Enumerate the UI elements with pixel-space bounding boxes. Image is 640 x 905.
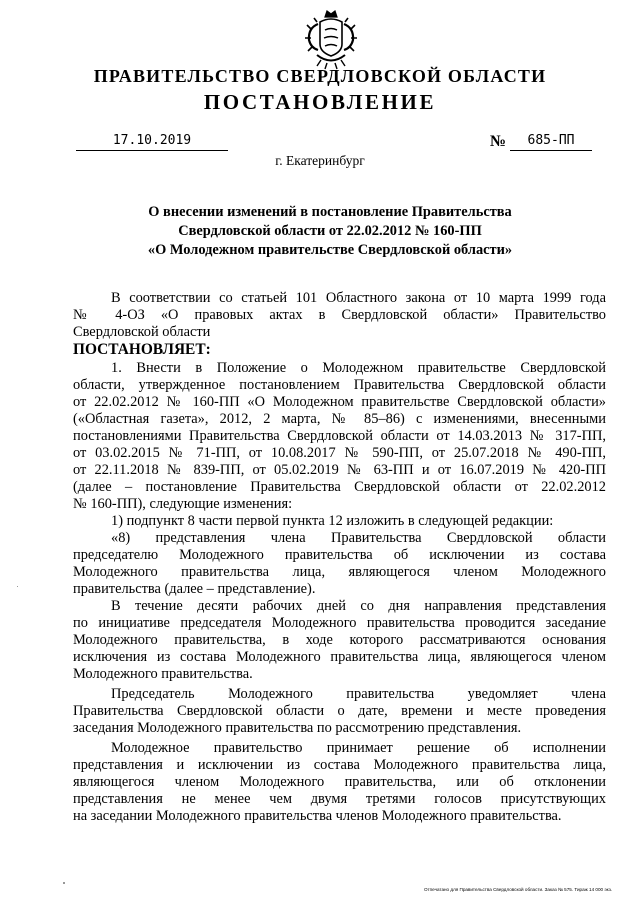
subject-line: «О Молодежном правительстве Свердловской области» [147,242,513,258]
body-line: № 160-ПП), следующие изменения: [73,496,293,512]
body-line: «8) представления члена Правительства Свердловской области [111,530,606,546]
subject-line: О внесении изменений в постановление Правительства [148,204,512,220]
body-line: правительства (далее – представление). [73,581,316,597]
number-sign: № [490,133,507,150]
body-line: В соответствии со статьей 101 Областного закона от 10 марта 1999 года [111,290,606,306]
body-line: исключения из состава Молодежного правительства лица, являющегося членом [73,649,606,665]
body-line: являющегося членом Молодежного правительства, или об отклонении [73,774,606,790]
body-line: Председатель Молодежного правительства уведомляет члена [111,686,606,702]
body-line: заседания Молодежного правительства по рассмотрению представления. [73,720,522,736]
body-line: представления и исключении из состава Молодежного правительства лица, [73,757,606,773]
scan-speck [63,882,65,884]
body-line: Молодежного правительства. [73,666,253,682]
body-line: («Областная газета», 2012, 2 марта, № 85–86) с изменениями, внесенными [73,411,606,427]
document-date: 17.10.2019 [76,131,228,151]
document-number: 685-ПП [510,131,592,151]
city-name: г. Екатеринбург [275,153,365,168]
government-name: ПРАВИТЕЛЬСТВО СВЕРДЛОВСКОЙ ОБЛАСТИ [93,66,547,86]
document-kind-title: ПОСТАНОВЛЕНИЕ [203,90,437,114]
body-line: В течение десяти рабочих дней со дня направления представления [111,598,606,614]
body-line: Правительства Свердловской области о дате, времени и месте проведения [73,703,606,719]
body-line: на заседании Молодежного правительства членов Молодежного правительства. [73,808,562,824]
sverdlovsk-coat-of-arms-icon [303,8,359,70]
body-line: по инициативе председателя Молодежного правительства проводится заседание [73,615,606,631]
body-line: Молодежное правительство принимает решение об исполнении [111,740,606,756]
body-line: № 4-ОЗ «О правовых актах в Свердловской области» Правительство [73,307,606,323]
body-line: 1. Внести в Положение о Молодежном правительстве Свердловской [111,360,606,376]
resolution-word: ПОСТАНОВЛЯЕТ: [73,341,211,358]
body-line: Молодежного правительства, в ходе которого рассматриваются основания [73,632,606,648]
body-line: от 22.02.2012 № 160-ПП «О Молодежном правительстве Свердловской области» [73,394,606,410]
body-line: постановлениями Правительства Свердловской области от 14.03.2013 № 317-ПП, [73,428,606,444]
document-subject [70,203,590,260]
body-line: (далее – постановление Правительства Свердловской области от 22.02.2012 [73,479,606,495]
scan-speck [17,586,18,587]
body-line: 1) подпункт 8 части первой пункта 12 изложить в следующей редакции: [111,513,554,529]
body-line: Свердловской области [73,324,211,340]
body-line: председателю Молодежного правительства об исключении из состава [73,547,606,563]
body-line: области, утвержденное постановлением Правительства Свердловской области [73,377,606,393]
print-run-note: Отпечатано для Правительства Свердловской области. Заказ № 575. Тираж 14 000 экз. [424,887,613,892]
body-line: Молодежного правительства лица, являющегося членом Молодежного [73,564,606,580]
subject-line: Свердловской области от 22.02.2012 № 160-ПП [178,223,482,239]
body-line: от 03.02.2015 № 71-ПП, от 10.08.2017 № 590-ПП, от 25.07.2018 № 490-ПП, [73,445,606,461]
body-line: от 22.11.2018 № 839-ПП, от 05.02.2019 № 63-ПП и от 16.07.2019 № 420-ПП [73,462,606,478]
body-line: представления не менее чем двумя третями голосов присутствующих [73,791,606,807]
